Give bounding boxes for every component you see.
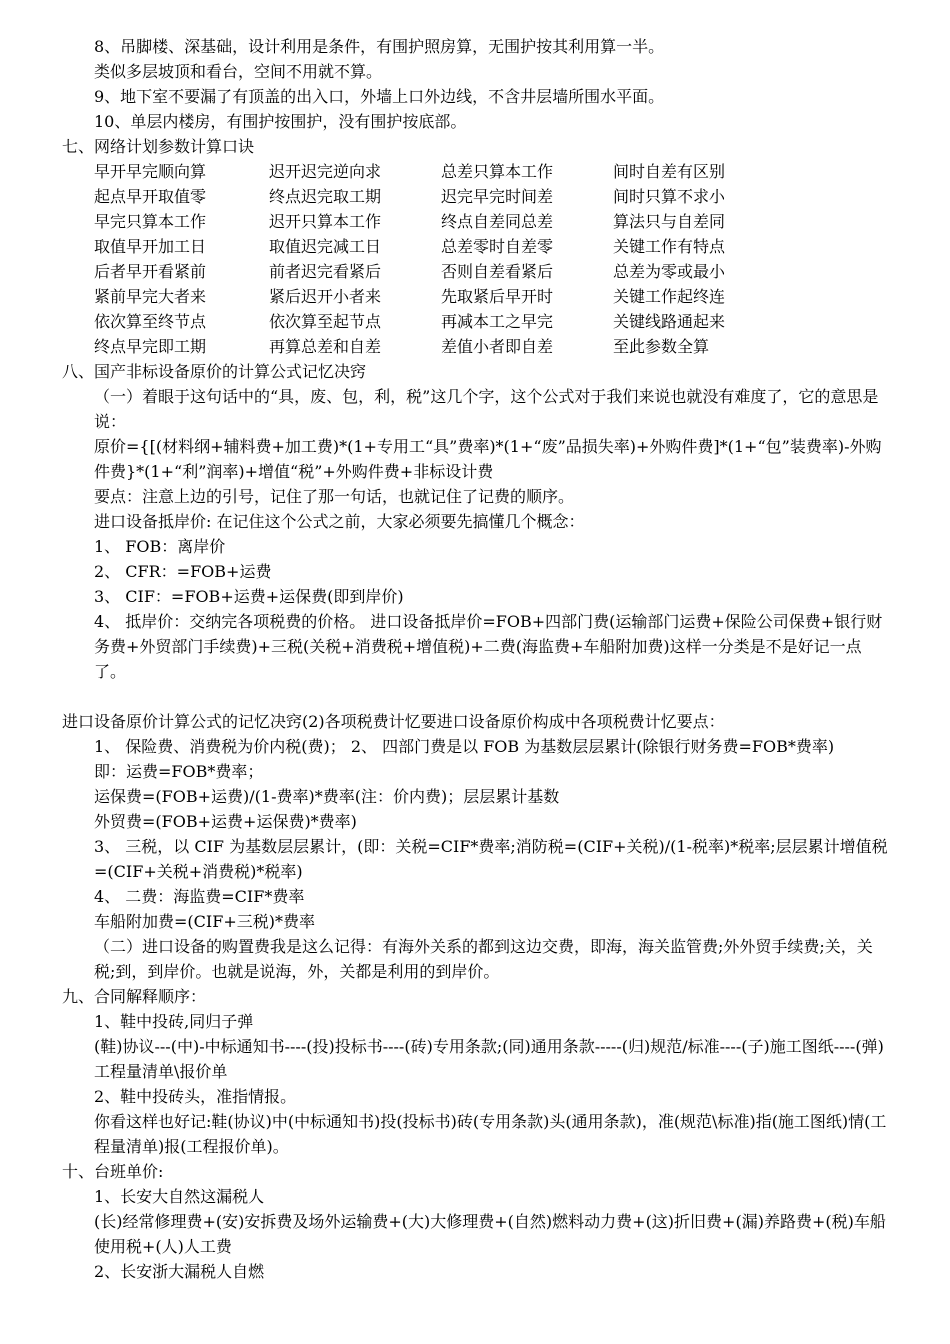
text-line: 即：运费=FOB*费率； [94,762,264,781]
mnemonic-cell: 依次算至终节点 [94,312,207,331]
list-item: 3、 三税，以 CIF 为基数层层累计，(即：关税=CIF*费率;消防税=(CIF+关税)/(1-税率)*税率;层层累计增值税=(CIF+关税+消费税)*税率) [94,837,888,881]
mnemonic-cell: 否则自差看紧后 [441,262,554,281]
paragraph: 你看这样也好记:鞋(协议)中(中标通知书)投(投标书)砖(专用条款)头(通用条款)，准(规范\标准)指(施工图纸)情(工程量清单)报(工程报价单)。 [94,1112,887,1156]
section-heading: 七、网络计划参数计算口诀 [62,137,255,156]
list-item: 1、鞋中投砖,同归子弹 [94,1012,254,1031]
text-line: 运保费=(FOB+运费)/(1-费率)*费率(注：价内费)；层层累计基数 [94,787,560,806]
mnemonic-row [94,259,773,284]
mnemonic-cell: 终点早完即工期 [94,337,207,356]
mnemonic-cell: 终点迟完取工期 [269,187,382,206]
list-item: 2、 CFR：=FOB+运费 [94,562,272,581]
mnemonic-cell: 总差为零或最小 [613,262,726,281]
mnemonic-cell: 迟完早完时间差 [441,187,554,206]
text-line: 9、地下室不要漏了有顶盖的出入口，外墙上口外边线，不含井层墙所围水平面。 [94,87,665,106]
mnemonic-cell: 后者早开看紧前 [94,262,207,281]
mnemonic-row [94,334,773,359]
list-item: 2、鞋中投砖头，准指情报。 [94,1087,297,1106]
mnemonic-cell: 关键工作起终连 [613,287,726,306]
paragraph: (长)经常修理费+(安)安拆费及场外运输费+(大)大修理费+(自然)燃料动力费+(这)折旧费+(漏)养路费+(税)车船使用税+(人)人工费 [94,1212,886,1256]
paragraph: 进口设备抵岸价: 在记住这个公式之前，大家必须要先搞懂几个概念： [94,512,585,531]
mnemonic-cell: 起点早开取值零 [94,187,207,206]
list-item: 4、 二费：海监费=CIF*费率 [94,887,305,906]
mnemonic-cell: 关键线路通起来 [613,312,726,331]
mnemonic-cell: 间时自差有区别 [613,162,726,181]
list-item: 4、 抵岸价：交纳完各项税费的价格。 进口设备抵岸价=FOB+四部门费(运输部门运费+保险公司保费+银行财务费+外贸部门手续费)+三税(关税+消费税+增值税)+二费(海监费+车船附加费)这样一分类是不是好记一点了。 [94,612,883,681]
mnemonic-cell: 取值早开加工日 [94,237,207,256]
mnemonic-row [94,309,773,334]
mnemonic-cell: 至此参数全算 [613,337,710,356]
list-item: 3、 CIF：=FOB+运费+运保费(即到岸价) [94,587,404,606]
mnemonic-cell: 再算总差和自差 [269,337,382,356]
paragraph: （一）着眼于这句话中的“具，废、包，利，税”这几个字，这个公式对于我们来说也就没有难度了，它的意思是说： [94,387,879,431]
mnemonic-cell: 依次算至起节点 [269,312,382,331]
text-line: 外贸费=(FOB+运费+运保费)*费率) [94,812,357,831]
section-heading: 八、国产非标设备原价的计算公式记忆决窍 [62,362,367,381]
formula-paragraph: 原价={[(材料纲+辅料费+加工费)*(1+专用工“具”费率)*(1+“废”品损失率)+外购件费]*(1+“包”装费率)-外购件费}*(1+“利”润率)+增值“税”+外购件费+非标设计费 [94,437,882,481]
mnemonic-row [94,159,773,184]
list-item: 1、长安大自然这漏税人 [94,1187,265,1206]
mnemonic-cell: 总差只算本工作 [441,162,554,181]
mnemonic-row [94,284,773,309]
mnemonic-row [94,234,773,259]
text-line: 类似多层坡顶和看台，空间不用就不算。 [94,62,383,81]
mnemonic-cell: 迟开只算本工作 [269,212,382,231]
mnemonic-cell: 早开早完顺向算 [94,162,207,181]
blank-line [62,684,888,709]
text-line: 8、吊脚楼、深基础，设计利用是条件，有围护照房算，无围护按其利用算一半。 [94,37,665,56]
mnemonic-cell: 差值小者即自差 [441,337,554,356]
mnemonic-cell: 终点自差同总差 [441,212,554,231]
mnemonic-cell: 早完只算本工作 [94,212,207,231]
mnemonic-cell: 总差零时自差零 [441,237,554,256]
mnemonic-cell: 前者迟完看紧后 [269,262,382,281]
mnemonic-table [94,159,773,359]
section-heading: 进口设备原价计算公式的记忆决窍(2)各项税费计忆要进口设备原价构成中各项税费计忆要点： [62,712,725,731]
mnemonic-cell: 关键工作有特点 [613,237,726,256]
mnemonic-row [94,184,773,209]
mnemonic-cell: 算法只与自差同 [613,212,726,231]
paragraph: 要点：注意上边的引号，记住了那一句话，也就记住了记费的顺序。 [94,487,575,506]
section-heading: 九、合同解释顺序： [62,987,207,1006]
section-heading: 十、台班单价: [62,1162,164,1181]
mnemonic-cell: 取值迟完减工日 [269,237,382,256]
mnemonic-cell: 间时只算不求小 [613,187,726,206]
text-line: 车船附加费=(CIF+三税)*费率 [94,912,315,931]
mnemonic-cell: 再减本工之早完 [441,312,554,331]
mnemonic-row [94,209,773,234]
mnemonic-cell: 紧前早完大者来 [94,287,207,306]
list-item: 1、 保险费、消费税为价内税(费)； 2、 四部门费是以 FOB 为基数层层累计(除银行财务费=FOB*费率) [94,737,835,756]
list-item: 1、 FOB：离岸价 [94,537,226,556]
mnemonic-cell: 先取紧后早开时 [441,287,554,306]
text-line: 10、单层内楼房，有围护按围护，没有围护按底部。 [94,112,467,131]
paragraph: （二）进口设备的购置费我是这么记得：有海外关系的都到这边交费，即海，海关监管费;外外贸手续费;关，关税;到，到岸价。也就是说海，外，关都是利用的到岸价。 [94,937,873,981]
list-item: 2、长安浙大漏税人自燃 [94,1262,265,1281]
mnemonic-cell: 迟开迟完逆向求 [269,162,382,181]
mnemonic-cell: 紧后迟开小者来 [269,287,382,306]
paragraph: (鞋)协议---(中)-中标通知书----(投)投标书----(砖)专用条款;(同)通用条款-----(归)规范/标准----(子)施工图纸----(弹)工程量清单\报价单 [94,1037,884,1081]
